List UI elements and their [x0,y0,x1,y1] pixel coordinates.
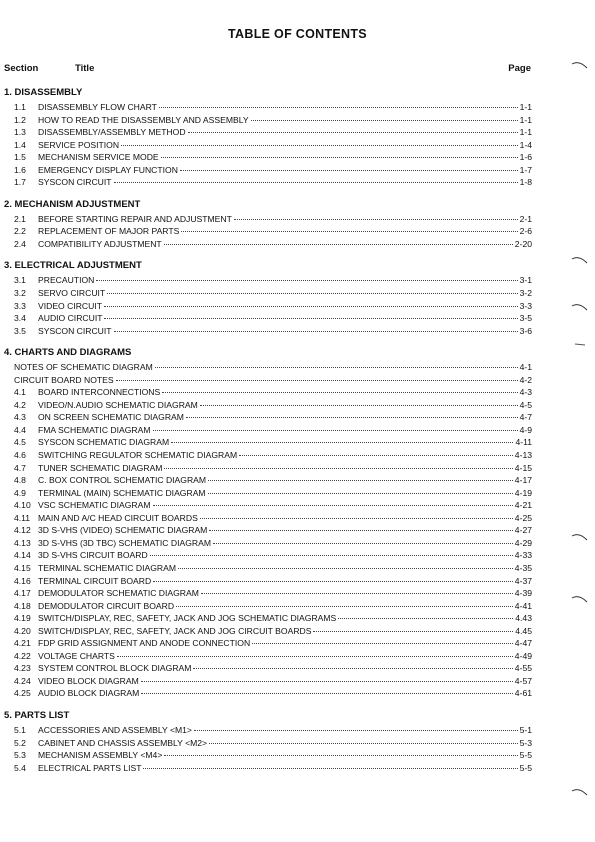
dot-leader [153,581,513,582]
entry-page: 3-6 [519,325,532,336]
entry-number: 3.1 [14,275,26,286]
dot-leader [194,730,518,731]
entry-page: 2-6 [519,226,532,237]
entry-title: VOLTAGE CHARTS [38,650,115,661]
entry-title: TERMINAL SCHEMATIC DIAGRAM [38,562,176,573]
entry-title: SYSTEM CONTROL BLOCK DIAGRAM [38,663,192,674]
dot-leader [180,170,518,171]
entry-number: 1.6 [14,164,26,175]
entry-page: 1-1 [519,102,532,112]
toc-chapter [4,259,532,337]
entry-title: AUDIO CIRCUIT [38,313,103,324]
dot-leader [116,380,518,381]
chapter-heading: 3. ELECTRICAL ADJUSTMENT [4,260,142,272]
entry-number: 1.7 [14,177,26,188]
entry-page: 4-2 [519,374,532,385]
entry-title: SERVICE POSITION [38,139,120,150]
dot-leader [239,455,513,456]
margin-mark [571,532,589,542]
toc-entry [4,625,532,638]
entry-number: 5.2 [14,737,26,748]
entry-title: PRECAUTION [38,275,95,286]
toc-entry [4,524,532,537]
entry-page: 3-3 [519,300,532,311]
chapter-heading: 1. DISASSEMBLY [4,87,83,98]
entry-number: 3.2 [14,288,26,299]
toc-entry [4,650,532,663]
toc-chapter [4,346,532,700]
entry-title: 3D S-VHS (VIDEO) SCHEMATIC DIAGRAM [38,525,208,536]
entry-number: 5.1 [14,724,26,735]
entry-number: 3.5 [14,325,26,336]
toc-entry [4,386,532,399]
entry-page: 4-61 [514,688,532,699]
entry-page: 2-20 [514,238,532,249]
entry-number: 3.3 [14,300,26,311]
toc-entry [4,238,532,251]
entry-page: 4.45 [515,625,532,636]
entry-title: VIDEO/N.AUDIO SCHEMATIC DIAGRAM [38,399,198,410]
toc-chapter [4,198,532,251]
entry-number: 5.4 [14,762,26,773]
entry-title: TERMINAL (MAIN) SCHEMATIC DIAGRAM [38,487,206,498]
dot-leader [252,643,513,644]
column-header-page: Page [508,63,531,74]
dot-leader [114,182,518,183]
margin-mark [571,302,589,312]
toc-entry [4,675,532,688]
toc-entry [4,487,532,500]
margin-mark [571,60,589,70]
entry-page: 4-19 [514,487,532,498]
entry-number: 5.3 [14,750,26,761]
column-header-row [4,63,531,75]
entry-number: 4.24 [14,675,31,686]
entry-page: 4-39 [514,588,532,599]
dot-leader [201,593,513,594]
entry-title: ELECTRICAL PARTS LIST [38,762,142,773]
dot-leader [153,505,513,506]
dot-leader [155,367,518,368]
entry-page: 4-7 [519,412,532,423]
entry-page: 1-4 [519,139,532,150]
entry-number: 4.6 [14,450,26,461]
toc-entry [4,637,532,650]
dot-leader [107,293,517,294]
entry-page: 4-3 [519,387,532,398]
entry-page: 4-27 [514,525,532,536]
toc-entry [4,312,532,325]
entry-number: 4.17 [14,588,31,599]
entry-page: 4-47 [514,638,532,649]
entry-page: 4-57 [514,675,532,686]
toc-entry [4,462,532,475]
entry-number: 2.2 [14,226,26,237]
entry-page: 4-15 [514,462,532,473]
dot-leader [209,530,512,531]
toc-entry [4,749,532,762]
toc-entry [4,325,532,338]
toc-entry [4,151,532,164]
entry-number: 4.7 [14,462,26,473]
entry-title: SYSCON CIRCUIT [38,177,112,188]
dot-leader [117,656,513,657]
entry-title: ACCESSORIES AND ASSEMBLY <M1> [38,724,192,735]
entry-number: 1.1 [14,102,26,112]
entry-title: TERMINAL CIRCUIT BOARD [38,575,152,586]
entry-page: 4-13 [514,450,532,461]
entry-number: 1.2 [14,114,26,125]
toc-entry [4,164,532,177]
entry-number: 4.20 [14,625,31,636]
entry-title: MECHANISM ASSEMBLY <M4> [38,750,163,761]
dot-leader [143,768,517,769]
entry-title: CABINET AND CHASSIS ASSEMBLY <M2> [38,737,208,748]
entry-page: 4.43 [515,613,532,624]
entry-title: REPLACEMENT OF MAJOR PARTS [38,226,180,237]
entry-page: 4-55 [514,663,532,674]
entry-title: BEFORE STARTING REPAIR AND ADJUSTMENT [38,213,232,224]
entry-number: 4.13 [14,537,31,548]
entry-page: 3-5 [519,313,532,324]
entry-page: 5-1 [519,724,532,735]
toc-entry [4,126,532,139]
dot-leader [141,681,513,682]
entry-number: 4.11 [14,512,31,523]
toc-chapter [4,86,532,189]
entry-title: FMA SCHEMATIC DIAGRAM [38,424,151,435]
dot-leader [213,543,513,544]
dot-leader [313,631,513,632]
entry-page: 5-3 [519,737,532,748]
entry-page: 4-17 [514,475,532,486]
chapter-heading: 4. CHARTS AND DIAGRAMS [4,347,132,359]
dot-leader [208,493,513,494]
entry-title: HOW TO READ THE DISASSEMBLY AND ASSEMBLY [38,114,249,125]
entry-number: 4.12 [14,525,31,536]
toc-entry [4,287,532,300]
dot-leader [121,145,518,146]
dot-leader [208,480,513,481]
entry-page: 1-6 [519,152,532,163]
entry-page: 1-1 [519,114,532,125]
entry-number: 4.21 [14,638,31,649]
entry-title: 3D S-VHS CIRCUIT BOARD [38,550,148,561]
entry-number: 2.1 [14,213,26,224]
entry-title: MAIN AND A/C HEAD CIRCUIT BOARDS [38,512,198,523]
entry-title: COMPATIBILITY ADJUSTMENT [38,238,162,249]
toc-entry [4,587,532,600]
entry-title: NOTES OF SCHEMATIC DIAGRAM [14,362,153,373]
dot-leader [96,280,517,281]
entry-page: 1-7 [519,164,532,175]
dot-leader [234,219,518,220]
entry-page: 5-5 [519,750,532,761]
dot-leader [251,120,518,121]
entry-title: DISASSEMBLY FLOW CHART [38,102,157,112]
toc-entry [4,737,532,750]
entry-page: 4-5 [519,399,532,410]
entry-page: 5-5 [519,762,532,773]
dot-leader [209,743,518,744]
toc-entry [4,225,532,238]
entry-title: BOARD INTERCONNECTIONS [38,387,161,398]
entry-number: 4.5 [14,437,26,448]
dot-leader [164,244,513,245]
entry-page: 1-1 [519,127,532,138]
chapter-heading: 2. MECHANISM ADJUSTMENT [4,198,141,210]
toc-entry [4,499,532,512]
entry-title: SERVO CIRCUIT [38,288,106,299]
toc-entry [4,474,532,487]
toc-entry [4,424,532,437]
entry-number: 4.16 [14,575,31,586]
entry-title: SWITCH/DISPLAY, REC, SAFETY, JACK AND JOG CIRCUIT BOARDS [38,625,312,636]
entry-number: 1.4 [14,139,26,150]
dot-leader [164,468,512,469]
margin-mark [571,338,589,348]
toc-entry [4,662,532,675]
entry-title: VIDEO BLOCK DIAGRAM [38,675,139,686]
dot-leader [162,392,517,393]
entry-number: 4.18 [14,600,31,611]
toc-entry [4,176,532,189]
dot-leader [171,442,513,443]
entry-number: 4.19 [14,613,31,624]
entry-number: 4.14 [14,550,31,561]
dot-leader [150,555,513,556]
entry-title: SWITCH/DISPLAY, REC, SAFETY, JACK AND JOG SCHEMATIC DIAGRAMS [38,613,337,624]
entry-title: CIRCUIT BOARD NOTES [14,374,114,385]
margin-mark [571,787,589,797]
entry-number: 1.5 [14,152,26,163]
entry-page: 4-29 [514,537,532,548]
entry-page: 4-37 [514,575,532,586]
entry-page: 3-1 [519,275,532,286]
dot-leader [153,430,518,431]
entry-title: AUDIO BLOCK DIAGRAM [38,688,140,699]
entry-title: SYSCON CIRCUIT [38,325,112,336]
dot-leader [200,518,513,519]
entry-title: VIDEO CIRCUIT [38,300,102,311]
toc-entry [4,449,532,462]
entry-title: DEMODULATOR SCHEMATIC DIAGRAM [38,588,199,599]
entry-page: 4-25 [514,512,532,523]
toc-entry [4,512,532,525]
entry-number: 3.4 [14,313,26,324]
entry-number: 4.23 [14,663,31,674]
entry-title: SWITCHING REGULATOR SCHEMATIC DIAGRAM [38,450,238,461]
entry-title: TUNER SCHEMATIC DIAGRAM [38,462,163,473]
entry-page: 4-1 [519,362,532,373]
entry-title: C. BOX CONTROL SCHEMATIC DIAGRAM [38,475,207,486]
entry-page: 2-1 [519,213,532,224]
dot-leader [338,618,513,619]
entry-page: 4-21 [514,500,532,511]
entry-title: 3D S-VHS (3D TBC) SCHEMATIC DIAGRAM [38,537,212,548]
dot-leader [188,132,518,133]
toc-entry [4,600,532,613]
toc-entry [4,139,532,152]
entry-number: 4.2 [14,399,26,410]
toc-entry [4,101,532,114]
margin-mark [571,594,589,604]
dot-leader [141,693,513,694]
entry-title: EMERGENCY DISPLAY FUNCTION [38,164,178,175]
entry-title: DISASSEMBLY/ASSEMBLY METHOD [38,127,186,138]
entry-title: SYSCON SCHEMATIC DIAGRAM [38,437,170,448]
dot-leader [114,331,518,332]
dot-leader [164,755,517,756]
entry-number: 4.25 [14,688,31,699]
entry-number: 4.1 [14,387,26,398]
toc-entry [4,612,532,625]
dot-leader [104,318,517,319]
entry-page: 4-41 [514,600,532,611]
toc-entry [4,411,532,424]
entry-number: 4.10 [14,500,31,511]
entry-number: 4.9 [14,487,26,498]
entry-number: 4.3 [14,412,26,423]
entry-page: 4-9 [519,424,532,435]
toc-entry [4,361,532,374]
toc-entry [4,114,532,127]
entry-page: 4-11 [515,437,532,448]
toc-entry [4,687,532,700]
entry-page: 4-49 [514,650,532,661]
entry-title: ON SCREEN SCHEMATIC DIAGRAM [38,412,184,423]
dot-leader [200,405,518,406]
entry-number: 1.3 [14,127,26,138]
entry-page: 4-35 [514,562,532,573]
toc-entry [4,374,532,387]
toc-entry [4,724,532,737]
entry-title: FDP GRID ASSIGNMENT AND ANODE CONNECTION [38,638,251,649]
toc-entry [4,300,532,313]
entry-number: 4.4 [14,424,26,435]
entry-number: 4.22 [14,650,31,661]
dot-leader [186,417,518,418]
dot-leader [193,668,512,669]
dot-leader [161,157,518,158]
entry-title: MECHANISM SERVICE MODE [38,152,159,163]
entry-title: DEMODULATOR CIRCUIT BOARD [38,600,175,611]
toc-entry [4,399,532,412]
entry-title: VSC SCHEMATIC DIAGRAM [38,500,151,511]
dot-leader [178,568,513,569]
toc-entry [4,762,532,775]
toc-entry [4,562,532,575]
dot-leader [104,306,518,307]
entry-number: 4.15 [14,562,31,573]
entry-page: 4-33 [514,550,532,561]
toc-entry [4,213,532,226]
toc-entry [4,549,532,562]
margin-mark [571,255,589,265]
column-header-title: Title [75,63,95,74]
dot-leader [181,231,517,232]
toc-entry [4,274,532,287]
entry-page: 3-2 [519,288,532,299]
table-of-contents [4,86,532,783]
toc-chapter [4,709,532,774]
toc-entry [4,575,532,588]
chapter-heading: 5. PARTS LIST [4,709,70,721]
dot-leader [176,606,513,607]
toc-entry [4,537,532,550]
entry-number: 4.8 [14,475,26,486]
page-title: TABLE OF CONTENTS [228,27,367,41]
column-header-section: Section [4,63,39,74]
entry-number: 2.4 [14,238,26,249]
dot-leader [159,107,518,108]
entry-page: 1-8 [519,177,532,188]
toc-entry [4,436,532,449]
